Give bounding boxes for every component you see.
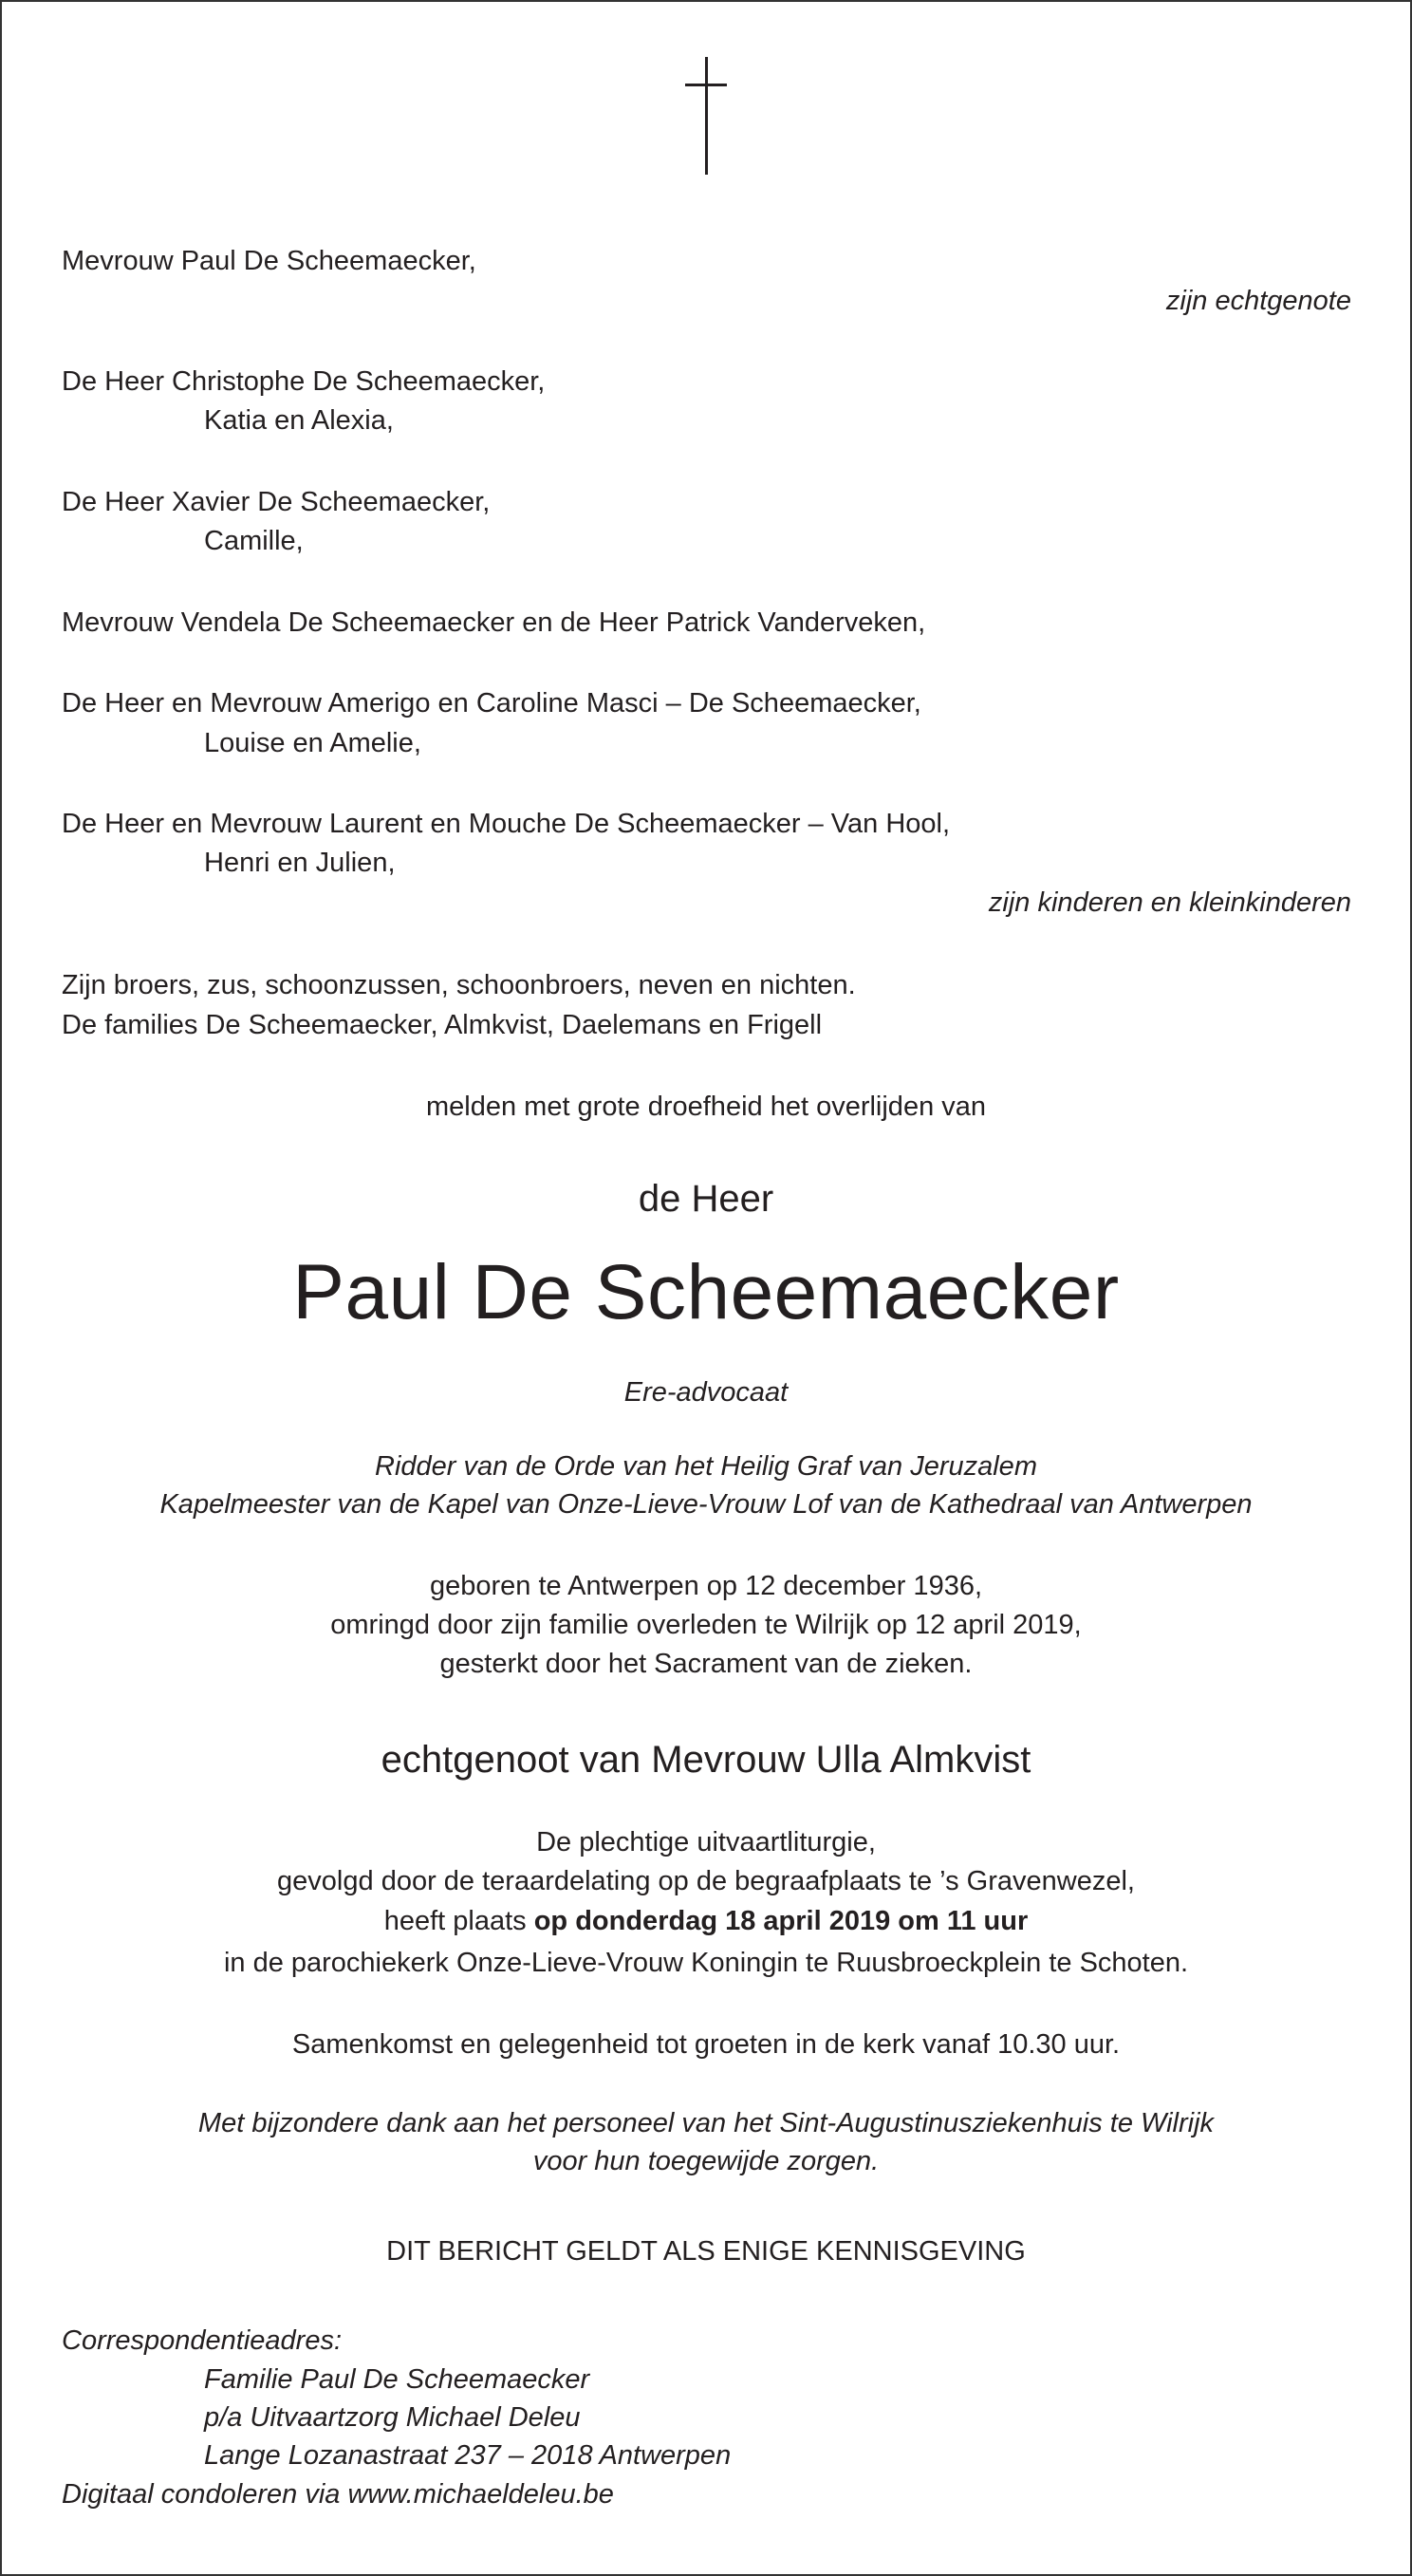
deceased-profession: Ere-advocaat <box>623 1377 789 1408</box>
online-condolences: Digitaal condoleren via www.michaeldeleu.be <box>62 2479 614 2510</box>
thanks-line-1: Met bijzondere dank aan het personeel van het Sint-Augustinusziekenhuis te Wilrijk <box>197 2108 1215 2138</box>
gathering-line: Samenkomst en gelegenheid tot groeten in de kerk vanaf 10.30 uur. <box>291 2029 1121 2060</box>
funeral-line-2: gevolgd door de teraardelating op de begraafplaats te ’s Gravenwezel, <box>277 1866 1135 1896</box>
child-5: De Heer en Mevrouw Laurent en Mouche De Scheemaecker – Van Hool, <box>62 809 951 839</box>
correspondence-line-1: Familie Paul De Scheemaecker <box>204 2364 590 2395</box>
spouse-role: zijn echtgenote <box>1165 286 1351 316</box>
siblings-line: Zijn broers, zus, schoonzussen, schoonbroers, neven en nichten. <box>62 970 856 1000</box>
spouse-name: Mevrouw Paul De Scheemaecker, <box>62 246 476 276</box>
grandchildren-1: Katia en Alexia, <box>204 405 394 436</box>
child-2: De Heer Xavier De Scheemaecker, <box>62 487 491 517</box>
announcement: melden met grote droefheid het overlijden van <box>425 1092 987 1122</box>
families-line: De families De Scheemaecker, Almkvist, Daelemans en Frigell <box>62 1010 823 1040</box>
children-role: zijn kinderen en kleinkinderen <box>988 887 1351 918</box>
child-1: De Heer Christophe De Scheemaecker, <box>62 366 546 397</box>
grandchildren-2: Camille, <box>204 526 304 556</box>
cross-icon <box>706 57 707 175</box>
deceased-name: Paul De Scheemaecker <box>292 1249 1120 1335</box>
deceased-title-1: Ridder van de Orde van het Heilig Graf van Jeruzalem <box>375 1451 1037 1482</box>
funeral-date-time: op donderdag 18 april 2019 om 11 uur <box>533 1906 1029 1936</box>
birth-line: geboren te Antwerpen op 12 december 1936, <box>429 1571 983 1601</box>
funeral-line-1: De plechtige uitvaartliturgie, <box>536 1827 876 1857</box>
child-3: Mevrouw Vendela De Scheemaecker en de Heer Patrick Vanderveken, <box>62 607 926 638</box>
spouse-of-line: echtgenoot van Mevrouw Ulla Almkvist <box>381 1739 1031 1781</box>
grandchildren-5: Henri en Julien, <box>204 848 396 878</box>
correspondence-line-3: Lange Lozanastraat 237 – 2018 Antwerpen <box>204 2440 732 2471</box>
child-4: De Heer en Mevrouw Amerigo en Caroline Masci – De Scheemaecker, <box>62 688 921 719</box>
correspondence-line-2: p/a Uitvaartzorg Michael Deleu <box>204 2402 581 2433</box>
funeral-line-3 <box>2 1902 1410 1940</box>
death-line: omringd door zijn familie overleden te Wilrijk op 12 april 2019, <box>330 1610 1082 1640</box>
notice-line: DIT BERICHT GELDT ALS ENIGE KENNISGEVING <box>386 2236 1026 2267</box>
correspondence-label: Correspondentieadres: <box>62 2325 343 2356</box>
funeral-line-4: in de parochiekerk Onze-Lieve-Vrouw Koningin te Ruusbroeckplein te Schoten. <box>223 1948 1189 1978</box>
deceased-title-2: Kapelmeester van de Kapel van Onze-Lieve-Vrouw Lof van de Kathedraal van Antwerpen <box>159 1489 1253 1520</box>
deceased-honorific: de Heer <box>638 1178 774 1220</box>
sacrament-line: gesterkt door het Sacrament van de zieken. <box>439 1649 973 1679</box>
thanks-line-2: voor hun toegewijde zorgen. <box>532 2146 880 2176</box>
funeral-line-3-prefix: heeft plaats <box>383 1906 534 1936</box>
grandchildren-4: Louise en Amelie, <box>204 728 421 758</box>
